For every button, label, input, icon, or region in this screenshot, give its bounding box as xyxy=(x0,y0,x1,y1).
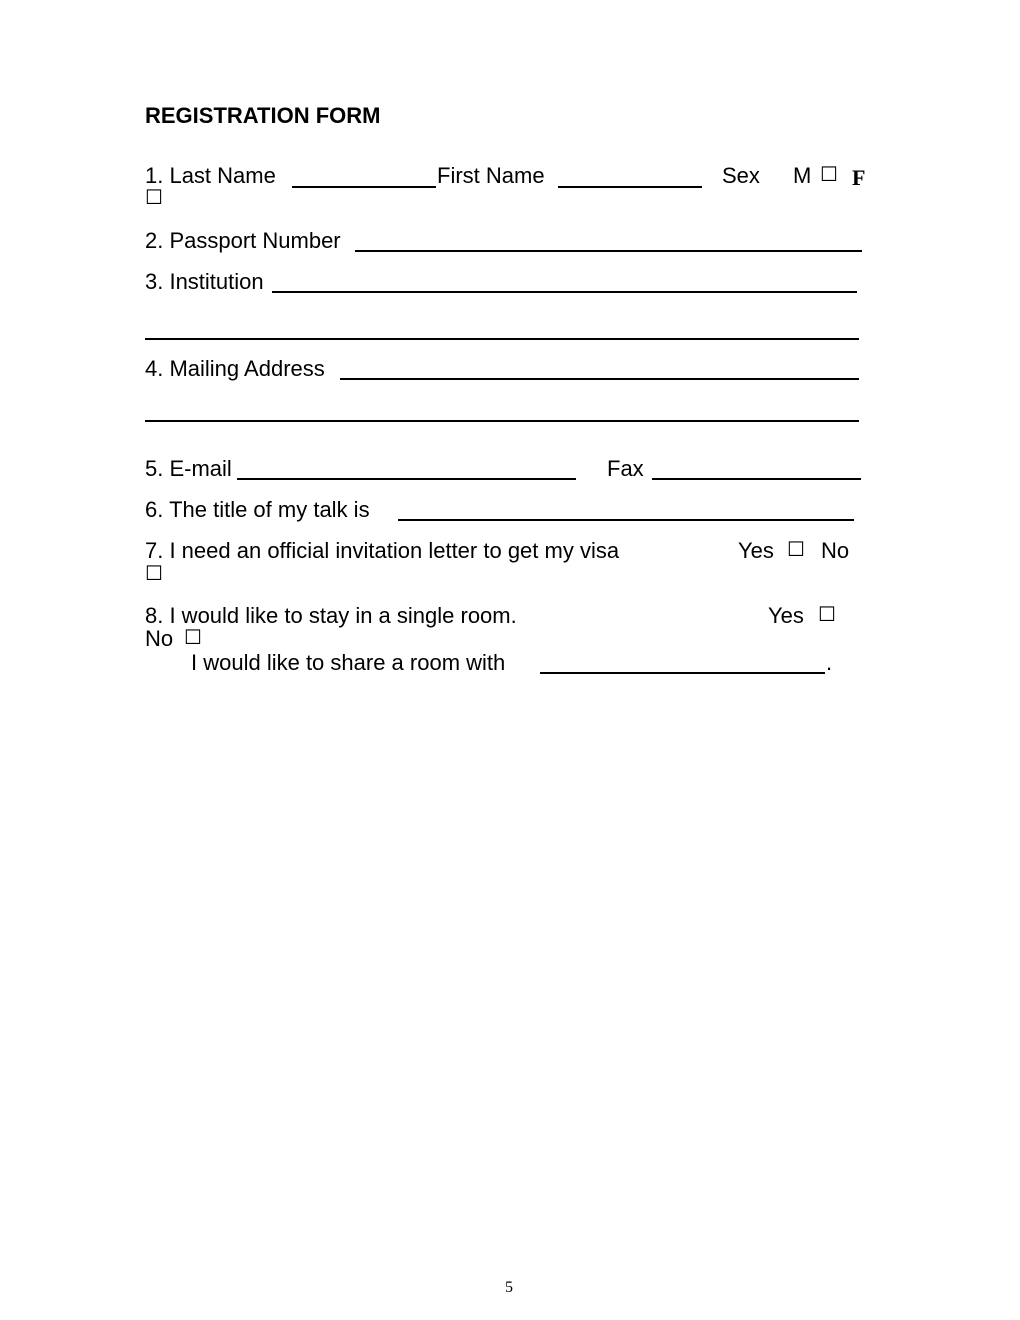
mailing-address-label: 4. Mailing Address xyxy=(145,356,325,381)
sex-label: Sex xyxy=(722,163,760,188)
single-room-label: 8. I would like to stay in a single room. xyxy=(145,603,517,628)
email-label: 5. E-mail xyxy=(145,456,232,481)
share-room-label: I would like to share a room with xyxy=(191,650,506,675)
email-field[interactable] xyxy=(237,478,576,480)
share-room-period: . xyxy=(826,650,833,675)
talk-title-field[interactable] xyxy=(398,519,854,521)
first-name-field[interactable] xyxy=(558,186,702,188)
invitation-no-label: No xyxy=(821,538,850,563)
first-name-label: First Name xyxy=(437,163,545,188)
mailing-address-field-line-2[interactable] xyxy=(145,420,859,422)
single-room-no-label: No xyxy=(145,626,174,651)
fax-field[interactable] xyxy=(652,478,861,480)
fax-label: Fax xyxy=(607,456,644,481)
passport-number-label: 2. Passport Number xyxy=(145,228,341,253)
institution-label: 3. Institution xyxy=(145,269,264,294)
form-title: REGISTRATION FORM xyxy=(145,103,381,128)
institution-field-line-2[interactable] xyxy=(145,338,859,340)
single-room-yes-checkbox[interactable]: ☐ xyxy=(818,604,836,626)
mailing-address-field[interactable] xyxy=(340,378,859,380)
last-name-field[interactable] xyxy=(292,186,436,188)
passport-number-field[interactable] xyxy=(355,250,862,252)
invitation-yes-label: Yes xyxy=(738,538,774,563)
talk-title-label: 6. The title of my talk is xyxy=(145,497,370,522)
single-room-yes-label: Yes xyxy=(768,603,804,628)
page-number: 5 xyxy=(505,1279,513,1296)
share-room-field[interactable] xyxy=(540,672,825,674)
institution-field[interactable] xyxy=(272,291,857,293)
male-label: M xyxy=(793,163,812,188)
invitation-letter-label: 7. I need an official invitation letter to get my visa xyxy=(145,538,620,563)
invitation-no-checkbox[interactable]: ☐ xyxy=(145,563,163,585)
female-checkbox[interactable]: ☐ xyxy=(145,187,163,209)
single-room-no-checkbox[interactable]: ☐ xyxy=(184,627,202,649)
invitation-yes-checkbox[interactable]: ☐ xyxy=(787,539,805,561)
female-label: F xyxy=(852,165,866,190)
male-checkbox[interactable]: ☐ xyxy=(820,164,838,186)
last-name-label: 1. Last Name xyxy=(145,163,276,188)
